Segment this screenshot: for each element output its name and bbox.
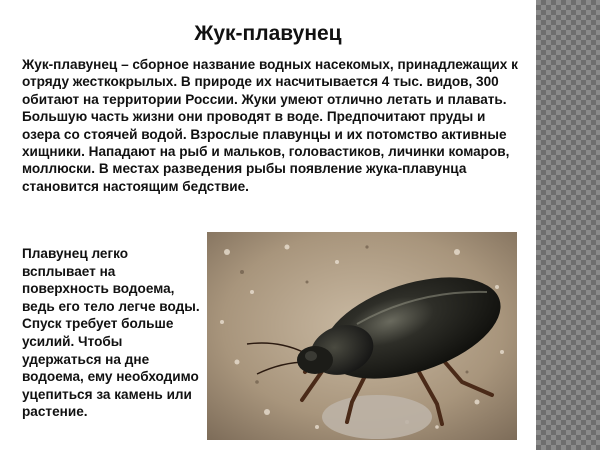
intro-paragraph: Жук-плавунец – сборное название водных насекомых, принадлежащих к отряду жесткокрылых. В природе их насчитывается 4 тыс. видов, 300 обитают на территории России. Жуки умеют отлично летать и плавать. Большую часть жизни они проводят в воде. Предпочитают пруды и озера со стоячей водой. Взрослые плавунцы и их потомство активные хищники. Нападают на рыб и мальков, головастиков, личинки комаров, моллюски. В местах разведения рыбы появление жука-плавунца становится настоящим бедствие. (22, 57, 518, 194)
side-paragraph: Плавунец легко всплывает на поверхность водоема, ведь его тело легче воды. Спуск требует больше усилий. Чтобы удержаться на дне водоема, ему необходимо уцепиться за камень или растение. (22, 246, 200, 420)
beetle-photo (207, 232, 517, 440)
page-title: Жук-плавунец (194, 22, 342, 45)
decorative-side-pattern (536, 0, 600, 450)
